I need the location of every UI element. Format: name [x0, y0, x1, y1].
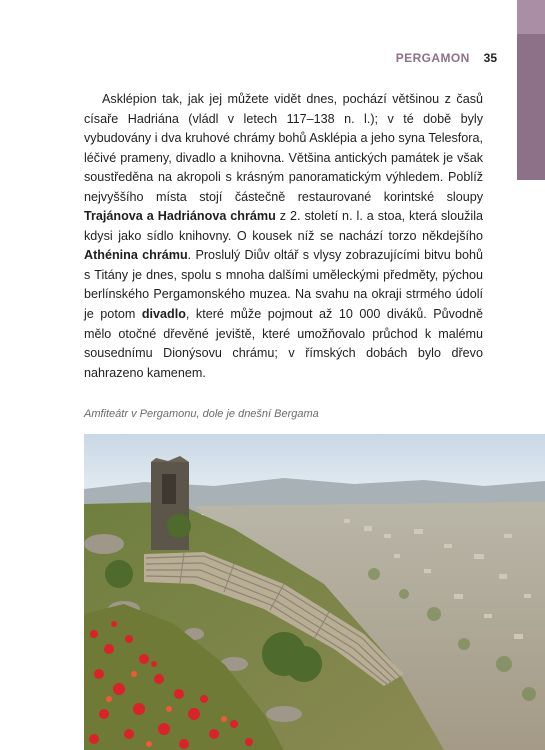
bold-term-theatre: divadlo [141, 307, 186, 322]
chapter-tab-marker [517, 0, 545, 34]
amphitheatre-photo [84, 434, 545, 750]
text-run: Asklépion tak, jak jej můžete vidět dnes, pochází většinou z časů císaře Hadriána (vládl v letech 117–138 n. l.); v té době byly vybudovány i dva kruhové chrámy bohů Asklépia a jeho syna Telesfora, léčivé prameny, divadlo a knihovna. Většina antických památek je však soustředěna na akropoli s krásným panoramatickým výhledem. Poblíž nejvyššího místa stojí částečně restaurované korintské sloupy [84, 92, 483, 204]
body-paragraph [84, 90, 483, 383]
text-run: z 2. století n. l. a stoa, která sloužila kdysi jako sídlo knihovny. O kousek níž se nachází torzo někdejšího [84, 209, 483, 243]
photo-illustration [84, 434, 545, 750]
running-head [396, 51, 497, 65]
page-number: 35 [483, 51, 497, 65]
section-title: PERGAMON [395, 51, 470, 65]
bold-term-athena-temple: Athénina chrámu [84, 248, 188, 263]
bold-term-trajan-hadrian-temple: Trajánova a Hadriánova chrámu [84, 209, 276, 224]
chapter-tab-strip [517, 0, 545, 180]
text-run: . Proslulý Diův oltář s vlysy zobrazujícími bitvu bohů s Titány je dnes, spolu s mnoha dalšími uměleckými předměty, pýchou berlínského Pergamonského muzea. Na svahu na okraji strmého údolí je potom [84, 248, 483, 322]
text-run: , které může pojmout až 10 000 diváků. Původně mělo otočné dřevěné jeviště, které umožňovalo průchod k malému sousednímu Dionýsovu chrámu; v římských dobách bylo dřevo nahrazeno kamenem. [84, 307, 484, 380]
figure-caption: Amfiteátr v Pergamonu, dole je dnešní Bergama [84, 408, 319, 420]
